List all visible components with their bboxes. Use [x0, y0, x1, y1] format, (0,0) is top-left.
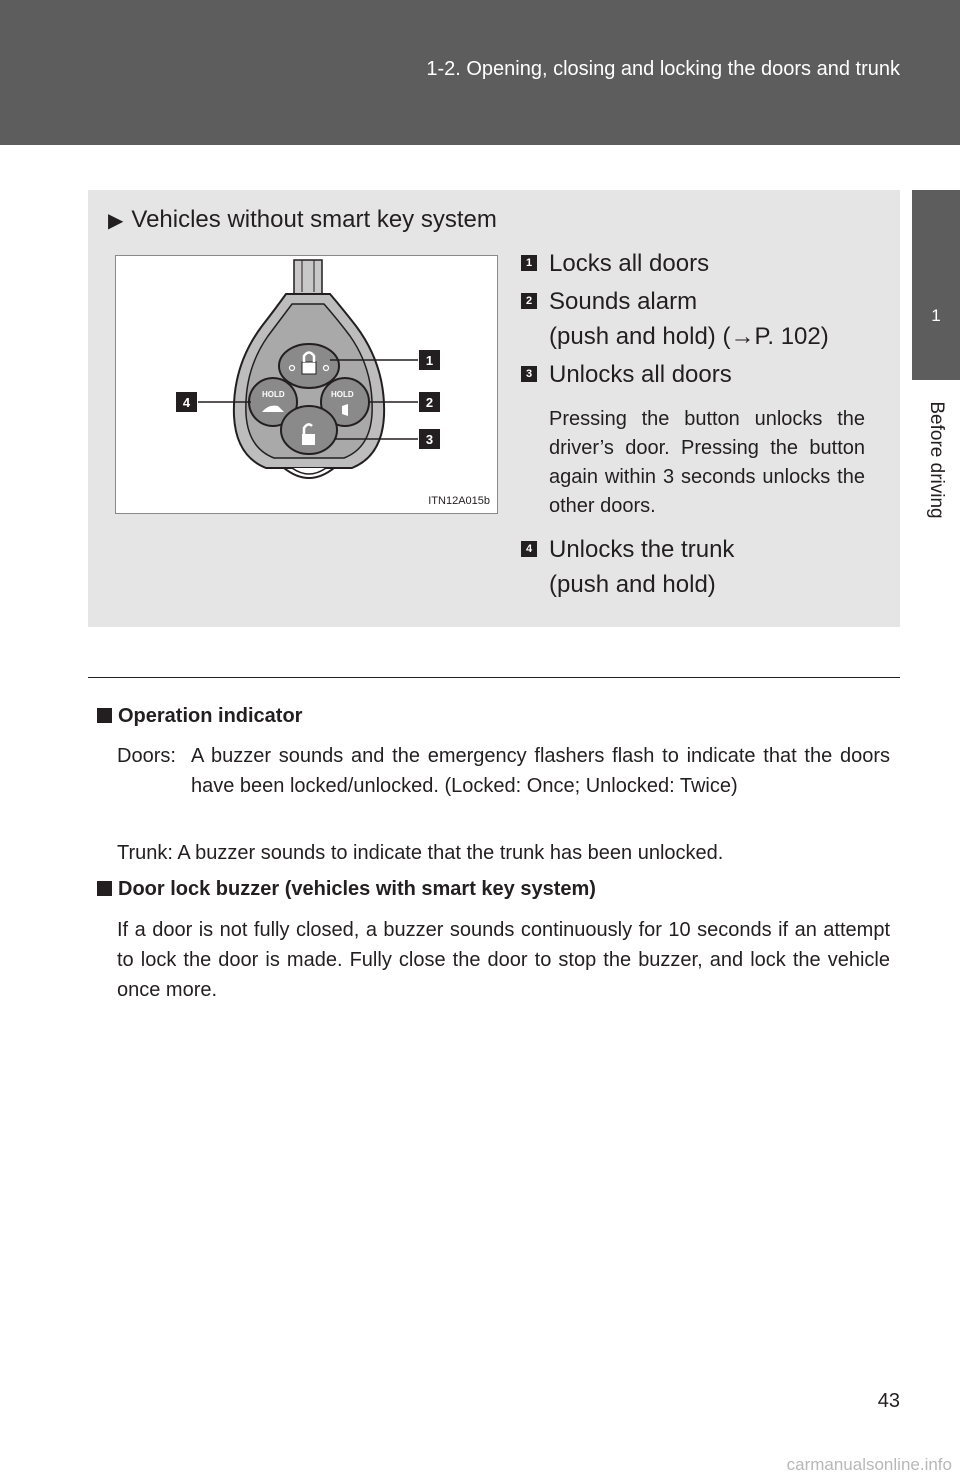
info-panel: [88, 190, 900, 627]
buzzer-text: If a door is not fully closed, a buzzer sounds continuously for 10 seconds if an attempt to lock the door is made. Fully close the door to stop the buzzer, and lock the vehicle once more.: [117, 919, 890, 1001]
section-divider: [88, 677, 900, 678]
key-fob-illustration: [116, 256, 497, 513]
section-title-text: Operation indicator: [118, 705, 303, 727]
legend-number-4: 4: [521, 541, 537, 557]
callout-2-label: 2: [425, 395, 434, 410]
hold-label-left: HOLD: [262, 390, 285, 399]
square-bullet-icon: [97, 708, 112, 723]
callout-1: [419, 350, 440, 370]
panel-heading: [108, 206, 497, 234]
legend-number-1: 1: [521, 255, 537, 271]
legend-number-3: 3: [521, 366, 537, 382]
section-title-text: Door lock buzzer (vehicles with smart key system): [118, 878, 596, 900]
square-bullet-icon: [97, 881, 112, 896]
callout-3: [419, 429, 440, 449]
legend-text-4a: Unlocks the trunk: [549, 536, 735, 563]
triangle-bullet-icon: ▶: [108, 210, 124, 232]
section-title-operation-indicator: [97, 705, 302, 728]
callout-1-label: 1: [425, 353, 434, 368]
hold-label-right: HOLD: [331, 390, 354, 399]
legend-item-3: [521, 357, 732, 392]
callout-2: [419, 392, 440, 412]
legend-text-4b: (push and hold): [549, 571, 716, 598]
chapter-number: 1: [931, 306, 941, 325]
legend-number-2: 2: [521, 293, 537, 309]
page-header: [0, 0, 960, 145]
page-number: 43: [877, 1390, 900, 1412]
legend-text-2a: Sounds alarm: [549, 288, 698, 315]
chapter-tab: [912, 190, 960, 380]
figure-code: ITN12A015b: [428, 495, 490, 507]
section-title-door-lock-buzzer: [97, 878, 596, 901]
legend-note: Pressing the button unlocks the driver’s door. Pressing the button again within 3 seconds unlocks the other doors.: [549, 408, 865, 517]
legend-text-2b: (push and hold) (→P. 102): [549, 323, 829, 350]
trunk-text: Trunk: A buzzer sounds to indicate that the trunk has been unlocked.: [117, 842, 724, 864]
watermark: carmanualsonline.info: [786, 1455, 952, 1474]
legend-item-2: [521, 284, 829, 354]
header-title: 1-2. Opening, closing and locking the doors and trunk: [426, 58, 900, 80]
legend-item-1: [521, 246, 709, 281]
doors-label: Doors:: [117, 745, 176, 767]
doors-text: A buzzer sounds and the emergency flashers flash to indicate that the doors have been locked/unlocked. (Locked: Once; Unlocked: Twice): [191, 745, 890, 797]
callout-3-label: 3: [425, 432, 434, 447]
legend-text-1: Locks all doors: [549, 250, 710, 277]
legend-text-3: Unlocks all doors: [549, 361, 732, 388]
callout-4-label: 4: [182, 395, 191, 410]
legend-item-4: [521, 532, 734, 602]
panel-heading-text: Vehicles without smart key system: [131, 206, 497, 233]
callout-4: [176, 392, 197, 412]
chapter-label: Before driving: [926, 401, 947, 519]
key-fob-figure: [115, 255, 498, 514]
